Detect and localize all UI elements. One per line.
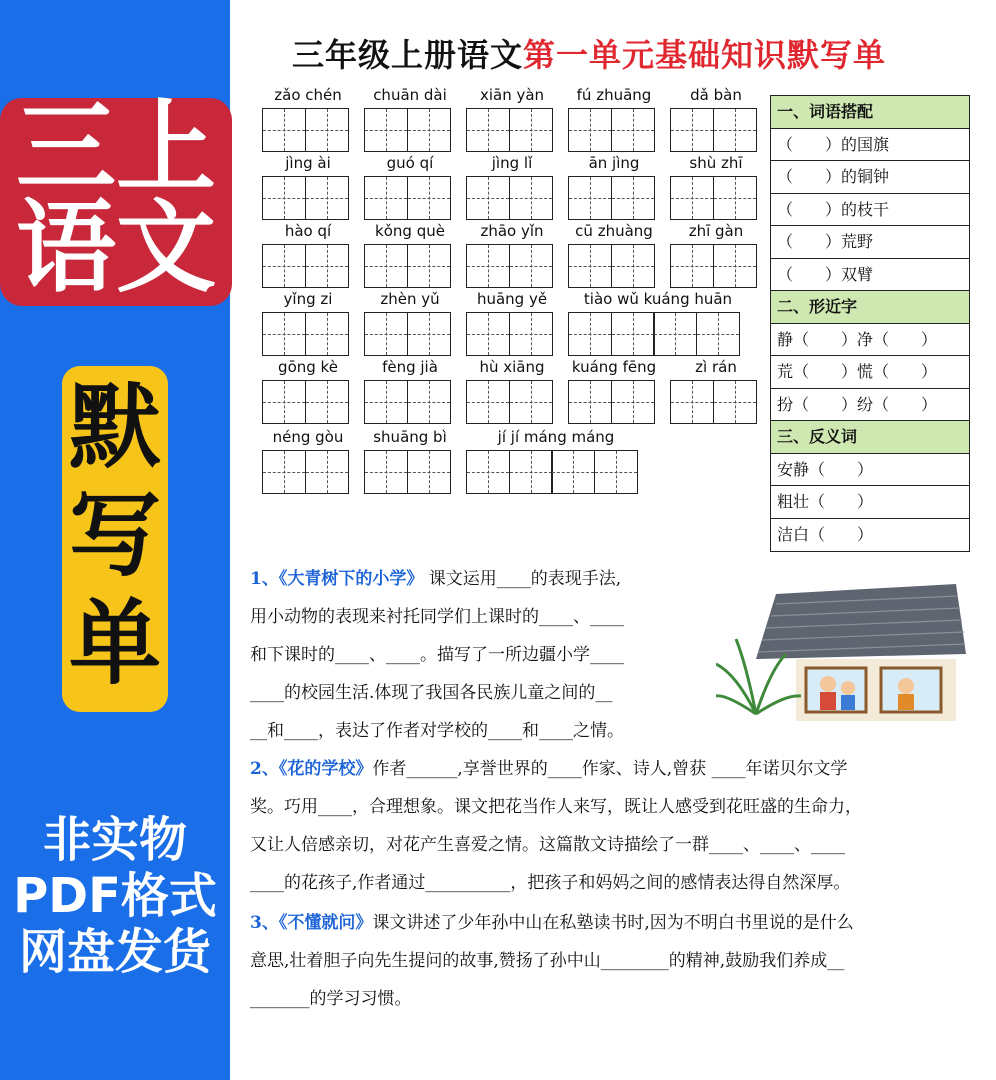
q2-text-1: 作者______,享誉世界的____作家、诗人,曾获 ____年诺贝尔文学 (372, 759, 848, 779)
q3-line-1 (250, 904, 980, 942)
writing-boxes (262, 312, 349, 356)
writing-box[interactable] (509, 380, 553, 424)
writing-box[interactable] (568, 108, 612, 152)
q1-title: 1、《大青树下的小学》 (250, 569, 424, 589)
writing-boxes (364, 312, 451, 356)
writing-boxes (568, 312, 740, 356)
writing-box[interactable] (466, 450, 510, 494)
badge-char-3: 单 (68, 590, 161, 697)
writing-boxes (670, 244, 757, 288)
writing-box[interactable] (713, 176, 757, 220)
q2-title: 2、《花的学校》 (250, 759, 373, 779)
q1-line-4: ____的校园生活.体现了我国各民族儿童之间的__ (250, 683, 613, 703)
writing-box[interactable] (611, 312, 655, 356)
writing-box[interactable] (262, 450, 306, 494)
note-line-3: 网盘发货 (18, 924, 211, 980)
writing-boxes (364, 244, 451, 288)
pinyin-label: néng gòu (272, 428, 344, 446)
pinyin-label: fèng jià (382, 358, 438, 376)
badge-char-2: 写 (68, 482, 161, 589)
writing-box[interactable] (466, 244, 510, 288)
pinyin-label: xiān yàn (479, 86, 545, 104)
writing-box[interactable] (696, 312, 740, 356)
q3-title: 3、《不懂就问》 (250, 913, 373, 933)
table-section-header: 一、词语搭配 (771, 96, 969, 129)
pinyin-label: hù xiāng (479, 358, 545, 376)
pinyin-row (262, 86, 772, 150)
writing-box[interactable] (407, 176, 451, 220)
writing-box[interactable] (611, 244, 655, 288)
table-row[interactable]: 荒（ ）慌（ ） (771, 356, 969, 389)
pinyin-label: zì rán (695, 358, 737, 376)
writing-box[interactable] (466, 176, 510, 220)
table-row[interactable]: 静（ ）净（ ） (771, 324, 969, 357)
table-row[interactable]: 安静（ ） (771, 454, 969, 487)
writing-box[interactable] (364, 312, 408, 356)
subject-badge (0, 89, 232, 306)
pinyin-label: zǎo chén (274, 86, 342, 104)
left-sidebar (0, 0, 230, 1080)
q3-text-1: 课文讲述了少年孙中山在私塾读书时,因为不明白书里说的是什么 (372, 913, 854, 933)
writing-boxes (670, 176, 757, 220)
writing-box[interactable] (305, 450, 349, 494)
q2-line-3: 又让人倍感亲切，对花产生喜爱之情。这篇散文诗描绘了一群____、____、____ (250, 835, 845, 855)
writing-box[interactable] (670, 108, 714, 152)
writing-box[interactable] (509, 450, 553, 494)
exercise-table (770, 95, 970, 552)
badge-line-2: 语文 (16, 189, 216, 306)
worksheet (232, 0, 996, 1080)
pinyin-label: ān jìng (588, 154, 640, 172)
table-row[interactable]: （ ）的国旗 (771, 129, 969, 162)
q1-line-5: __和____，表达了作者对学校的____和____之情。 (250, 721, 624, 741)
writing-box[interactable] (568, 380, 612, 424)
pinyin-label: huāng yě (476, 290, 548, 308)
writing-boxes (568, 244, 655, 288)
table-row[interactable]: （ ）荒野 (771, 226, 969, 259)
writing-box[interactable] (466, 312, 510, 356)
note-line-1: 非实物 (42, 812, 187, 868)
pinyin-label: shù zhī (689, 154, 743, 172)
writing-boxes (568, 380, 655, 424)
writing-box[interactable] (594, 450, 638, 494)
writing-box[interactable] (713, 108, 757, 152)
pinyin-label: jí jí máng máng (497, 428, 615, 446)
writing-box[interactable] (407, 312, 451, 356)
writing-box[interactable] (568, 244, 612, 288)
writing-boxes (364, 108, 451, 152)
pinyin-label: zhāo yǐn (480, 222, 544, 240)
pinyin-label: zhèn yǔ (380, 290, 440, 308)
writing-box[interactable] (262, 108, 306, 152)
table-row[interactable]: （ ）的枝干 (771, 194, 969, 227)
writing-box[interactable] (364, 244, 408, 288)
writing-boxes (568, 108, 655, 152)
writing-box[interactable] (262, 312, 306, 356)
writing-box[interactable] (611, 108, 655, 152)
pinyin-label: hào qí (284, 222, 332, 240)
school-illustration (716, 584, 966, 724)
writing-boxes (568, 176, 655, 220)
writing-box[interactable] (305, 108, 349, 152)
badge-char-1: 默 (68, 374, 161, 481)
writing-box[interactable] (262, 176, 306, 220)
pinyin-label: kuáng fēng (571, 358, 657, 376)
writing-box[interactable] (509, 108, 553, 152)
writing-box[interactable] (670, 380, 714, 424)
writing-box[interactable] (305, 176, 349, 220)
table-row[interactable]: 洁白（ ） (777, 524, 874, 544)
worksheet-badge (62, 366, 168, 712)
q2-line-1 (250, 750, 980, 788)
table-row[interactable]: 粗壮（ ） (771, 486, 969, 519)
writing-box[interactable] (407, 108, 451, 152)
pinyin-label: yǐng zi (283, 290, 333, 308)
q2-line-4: ____的花孩子,作者通过__________，把孩子和妈妈之间的感情表达得自然深厚。 (250, 873, 851, 893)
q1-line-3: 和下课时的____、____。描写了一所边疆小学____ (250, 645, 624, 665)
writing-box[interactable] (509, 244, 553, 288)
writing-box[interactable] (670, 176, 714, 220)
writing-box[interactable] (713, 244, 757, 288)
table-row[interactable]: （ ）双臂 (771, 259, 969, 292)
table-section-header: 三、反义词 (771, 421, 969, 454)
pinyin-label: jìng ài (285, 154, 331, 172)
writing-box[interactable] (568, 176, 612, 220)
delivery-note (0, 812, 230, 980)
pinyin-label: gōng kè (278, 358, 338, 376)
writing-box[interactable] (407, 380, 451, 424)
question-3 (250, 904, 980, 1018)
pinyin-label: shuāng bì (373, 428, 447, 446)
writing-boxes (466, 176, 553, 220)
pinyin-label: zhī gàn (688, 222, 744, 240)
writing-box[interactable] (713, 380, 757, 424)
q1-line-2: 用小动物的表现来衬托同学们上课时的____、____ (250, 607, 624, 627)
title-grade: 三年级上册语文 (292, 36, 524, 74)
writing-box[interactable] (364, 450, 408, 494)
page-title (292, 30, 992, 76)
pinyin-label: fú zhuāng (576, 86, 652, 104)
writing-box[interactable] (611, 380, 655, 424)
pinyin-label: jìng lǐ (491, 154, 533, 172)
writing-boxes (364, 450, 451, 494)
pinyin-row (262, 428, 772, 492)
pinyin-label: cū zhuàng (575, 222, 653, 240)
writing-box[interactable] (305, 312, 349, 356)
writing-boxes (466, 312, 553, 356)
writing-box[interactable] (364, 108, 408, 152)
pinyin-row (262, 222, 772, 286)
pinyin-label: kǒng què (375, 222, 445, 240)
writing-boxes (364, 176, 451, 220)
question-2 (250, 750, 980, 902)
q1-text-1: 课文运用____的表现手法, (428, 569, 622, 589)
pinyin-label: guó qí (386, 154, 434, 172)
q1-line-1 (250, 560, 720, 598)
writing-box[interactable] (364, 380, 408, 424)
writing-box[interactable] (407, 244, 451, 288)
writing-boxes (466, 244, 553, 288)
writing-box[interactable] (305, 244, 349, 288)
writing-box[interactable] (509, 312, 553, 356)
writing-box[interactable] (670, 244, 714, 288)
writing-box[interactable] (262, 244, 306, 288)
writing-boxes (364, 380, 451, 424)
note-line-2: PDF格式 (13, 868, 217, 924)
pinyin-row (262, 154, 772, 218)
writing-box[interactable] (611, 176, 655, 220)
q3-line-2: 意思,壮着胆子向先生提问的故事,赞扬了孙中山________的精神,鼓励我们养成__ (250, 951, 845, 971)
writing-boxes (670, 108, 757, 152)
writing-box[interactable] (509, 176, 553, 220)
writing-boxes (262, 450, 349, 494)
table-section-header: 二、形近字 (771, 291, 969, 324)
table-row[interactable]: 扮（ ）纷（ ） (771, 389, 969, 422)
writing-box[interactable] (653, 312, 697, 356)
pinyin-row (262, 358, 772, 422)
q3-line-3: _______的学习习惯。 (250, 989, 412, 1009)
writing-box[interactable] (262, 380, 306, 424)
table-row[interactable]: （ ）的铜钟 (771, 161, 969, 194)
title-unit: 第一单元基础知识默写单 (523, 36, 887, 74)
pinyin-label: tiào wǔ kuáng huān (583, 290, 733, 308)
writing-box[interactable] (305, 380, 349, 424)
writing-box[interactable] (407, 450, 451, 494)
badge-line-1: 三上 (16, 89, 216, 206)
writing-boxes (262, 176, 349, 220)
writing-box[interactable] (551, 450, 595, 494)
writing-boxes (466, 108, 553, 152)
writing-boxes (262, 380, 349, 424)
q2-line-2: 奖。巧用____，合理想象。课文把花当作人来写，既让人感受到花旺盛的生命力， (250, 797, 862, 817)
writing-boxes (670, 380, 757, 424)
writing-boxes (262, 108, 349, 152)
writing-boxes (262, 244, 349, 288)
question-1 (250, 560, 720, 750)
pinyin-label: dǎ bàn (690, 86, 742, 104)
writing-boxes (466, 450, 638, 494)
writing-box[interactable] (466, 108, 510, 152)
writing-box[interactable] (466, 380, 510, 424)
writing-box[interactable] (568, 312, 612, 356)
writing-boxes (466, 380, 553, 424)
writing-box[interactable] (364, 176, 408, 220)
pinyin-label: chuān dài (373, 86, 447, 104)
pinyin-row (262, 290, 772, 354)
